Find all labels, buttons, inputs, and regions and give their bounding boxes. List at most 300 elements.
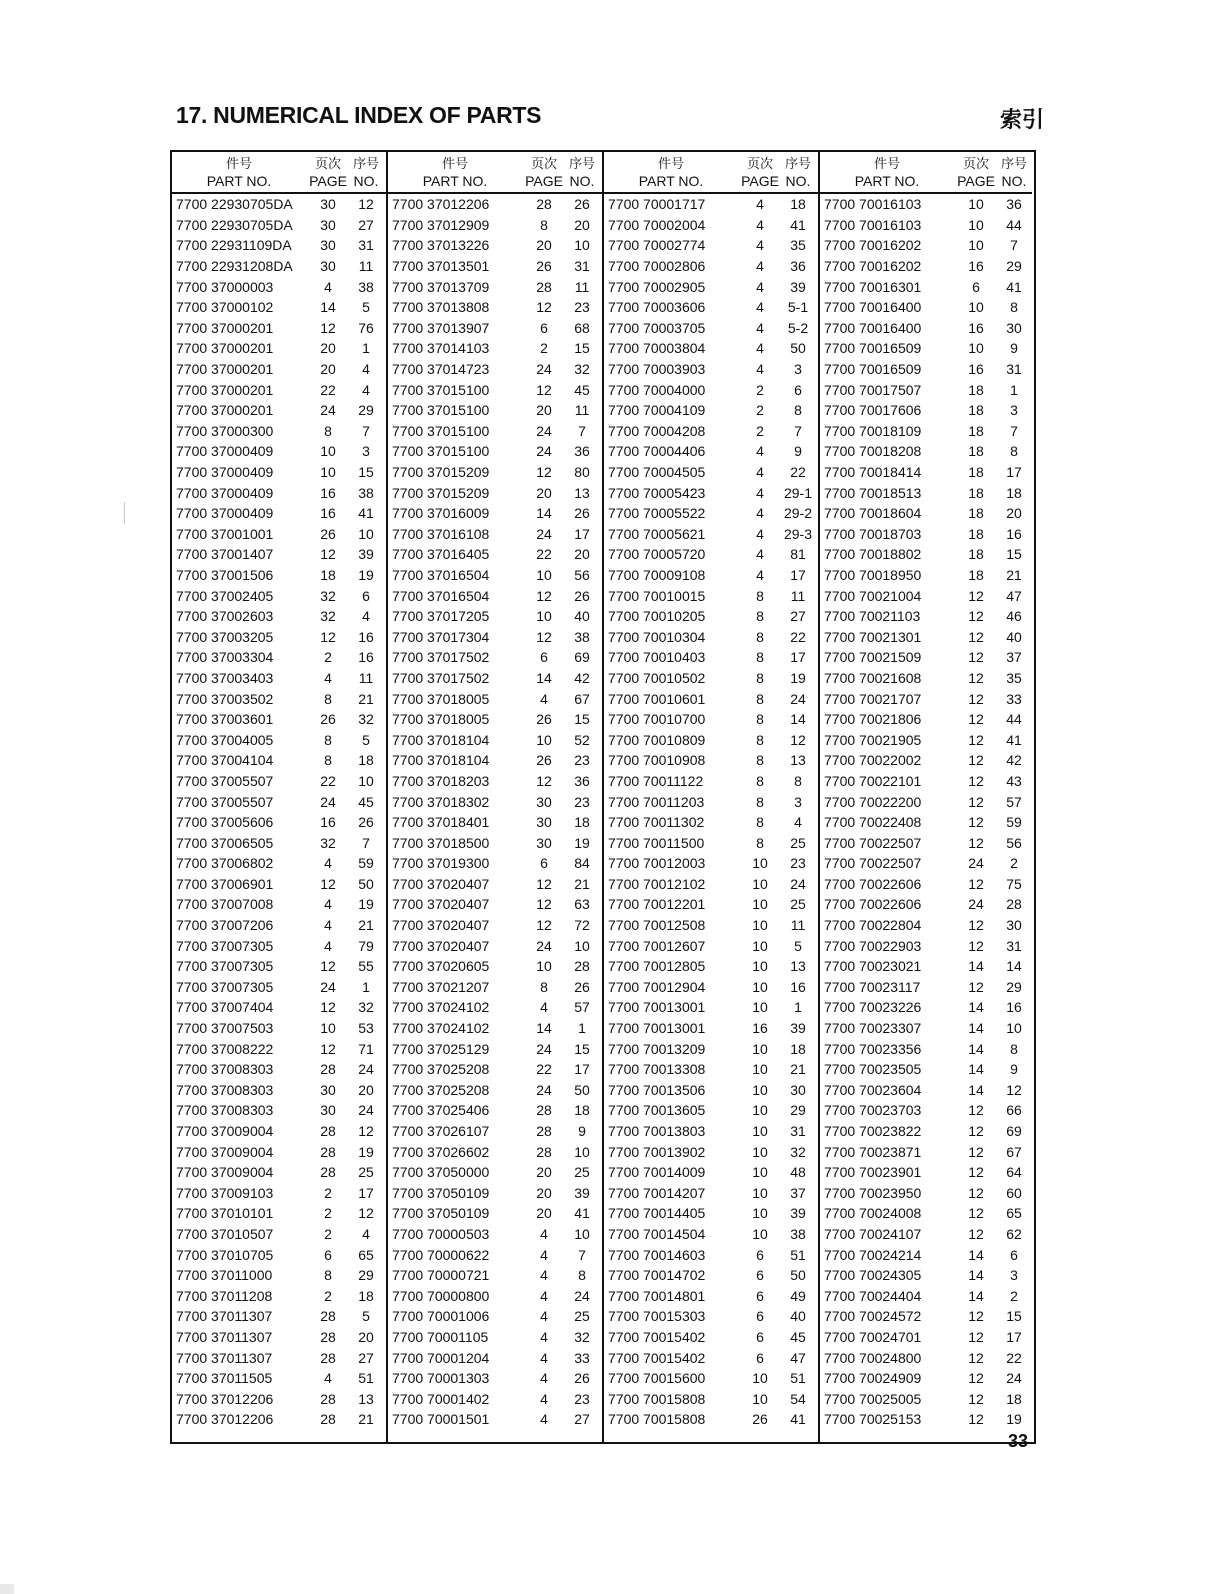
part-no-cell: 7700 70024305 — [824, 1267, 922, 1284]
page-cell: 4 — [756, 319, 764, 336]
table-row — [172, 235, 386, 256]
table-row — [604, 1121, 818, 1142]
item-no-cell: 42 — [1006, 752, 1022, 769]
item-no-cell: 17 — [1006, 464, 1022, 481]
page-cell: 14 — [968, 1081, 984, 1098]
table-row — [820, 1368, 1032, 1389]
item-no-cell: 50 — [790, 1267, 806, 1284]
index-rows — [820, 194, 1032, 1442]
table-row — [604, 1368, 818, 1389]
page-cell: 4 — [540, 1349, 548, 1366]
page-cell: 30 — [320, 1102, 336, 1119]
page-cell: 12 — [968, 752, 984, 769]
table-row — [172, 1306, 386, 1327]
item-no-cell: 20 — [574, 216, 590, 233]
table-row — [604, 688, 818, 709]
item-no-cell: 23 — [574, 1390, 590, 1407]
table-row — [172, 276, 386, 297]
part-no-cell: 7700 70017606 — [824, 402, 922, 419]
page-cell: 12 — [968, 1164, 984, 1181]
item-no-cell: 10 — [1006, 1020, 1022, 1037]
table-row — [820, 215, 1032, 236]
item-no-cell: 30 — [790, 1081, 806, 1098]
page-cell: 12 — [968, 814, 984, 831]
part-no-cell: 7700 70011302 — [608, 814, 705, 831]
part-no-header-label: PART NO. — [638, 173, 704, 189]
page-cell: 4 — [756, 546, 764, 563]
page-cell: 14 — [536, 669, 552, 686]
table-row — [820, 812, 1032, 833]
table-row — [172, 1285, 386, 1306]
table-row — [388, 1203, 602, 1224]
page-cell: 12 — [968, 1308, 984, 1325]
page-cell: 28 — [320, 1143, 336, 1160]
table-row — [604, 276, 818, 297]
item-no-cell: 4 — [794, 814, 802, 831]
page-cell: 4 — [324, 1370, 332, 1387]
part-no-cell: 7700 37012206 — [176, 1411, 274, 1428]
table-row — [388, 771, 602, 792]
table-row — [604, 421, 818, 442]
table-row — [388, 956, 602, 977]
part-no-cell: 7700 37013808 — [392, 299, 490, 316]
table-row — [820, 915, 1032, 936]
page-cell: 10 — [752, 1102, 768, 1119]
page-cell: 4 — [756, 566, 764, 583]
table-row — [172, 544, 386, 565]
part-no-cell: 7700 70005621 — [608, 525, 706, 542]
page-cell: 18 — [968, 505, 984, 522]
item-no-cell: 32 — [574, 361, 590, 378]
part-no-cell: 7700 37025208 — [392, 1061, 490, 1078]
part-no-cell: 7700 37050109 — [392, 1184, 490, 1201]
page-cell: 4 — [324, 669, 332, 686]
part-no-cell: 7700 70000622 — [392, 1246, 490, 1263]
part-no-cell: 7700 37005507 — [176, 793, 274, 810]
part-no-cell: 7700 70013209 — [608, 1040, 706, 1057]
table-row — [172, 215, 386, 236]
table-row — [820, 400, 1032, 421]
part-no-cell: 7700 37011307 — [176, 1308, 273, 1325]
part-no-cell: 7700 37025208 — [392, 1081, 490, 1098]
item-no-cell: 56 — [574, 566, 590, 583]
table-row — [604, 935, 818, 956]
table-row — [604, 400, 818, 421]
page-cell: 6 — [324, 1246, 332, 1263]
part-no-header — [604, 152, 738, 192]
page-cell: 12 — [968, 1349, 984, 1366]
page-cell: 10 — [752, 1390, 768, 1407]
part-no-cell: 7700 70022200 — [824, 793, 922, 810]
part-no-cell: 7700 70025005 — [824, 1390, 922, 1407]
page-cell: 12 — [536, 628, 552, 645]
item-no-header-label: NO. — [569, 173, 595, 189]
part-no-cell: 7700 70023505 — [824, 1061, 922, 1078]
item-no-cell: 28 — [1006, 896, 1022, 913]
page-cell: 12 — [968, 834, 984, 851]
item-no-cell: 62 — [1006, 1225, 1022, 1242]
table-row — [388, 1121, 602, 1142]
part-no-cell: 7700 70014702 — [608, 1267, 706, 1284]
item-no-cell: 18 — [358, 752, 374, 769]
table-row — [820, 832, 1032, 853]
item-no-cell: 20 — [1006, 505, 1022, 522]
table-row — [172, 750, 386, 771]
table-row — [820, 338, 1032, 359]
page-cell: 8 — [540, 216, 548, 233]
item-no-cell: 21 — [358, 1411, 374, 1428]
item-no-cell: 7 — [578, 422, 586, 439]
part-no-cell: 7700 37020407 — [392, 937, 490, 954]
part-no-cell: 7700 70001303 — [392, 1370, 490, 1387]
table-row — [604, 1100, 818, 1121]
item-no-cell: 12 — [358, 1123, 374, 1140]
part-no-cell: 7700 70010700 — [608, 711, 706, 728]
item-no-cell: 57 — [1006, 793, 1022, 810]
item-no-cell: 51 — [790, 1370, 806, 1387]
part-no-cell: 7700 70022903 — [824, 937, 922, 954]
page-cell: 16 — [968, 258, 984, 275]
table-row — [820, 1347, 1032, 1368]
item-no-cell: 40 — [790, 1308, 806, 1325]
page-header-cjk: 页次 — [530, 157, 557, 172]
item-no-cell: 23 — [574, 752, 590, 769]
part-no-cell: 7700 37000300 — [176, 422, 274, 439]
item-no-cell: 29-3 — [783, 525, 813, 542]
part-no-cell: 7700 37018203 — [392, 772, 490, 789]
part-no-cell: 7700 37000409 — [176, 464, 274, 481]
item-no-header-label: NO. — [353, 173, 379, 189]
item-no-cell: 31 — [1006, 361, 1022, 378]
page-cell: 4 — [540, 1411, 548, 1428]
page-cell: 18 — [968, 402, 984, 419]
table-row — [604, 647, 818, 668]
item-no-cell: 8 — [578, 1267, 586, 1284]
page-header — [306, 152, 350, 192]
page-cell: 12 — [320, 958, 336, 975]
part-no-header — [172, 152, 306, 192]
table-row — [388, 1409, 602, 1430]
table-row — [388, 565, 602, 586]
item-no-cell: 40 — [1006, 628, 1022, 645]
part-no-cell: 7700 37003304 — [176, 649, 274, 666]
page-cell: 4 — [540, 1287, 548, 1304]
table-row — [604, 1409, 818, 1430]
table-row — [604, 318, 818, 339]
part-no-cell: 7700 37025406 — [392, 1102, 490, 1119]
item-no-cell: 17 — [790, 566, 806, 583]
page-cell: 12 — [320, 999, 336, 1016]
item-no-cell: 65 — [1006, 1205, 1022, 1222]
item-no-cell: 29 — [1006, 978, 1022, 995]
item-no-cell: 1 — [362, 978, 370, 995]
table-row — [820, 1183, 1032, 1204]
item-no-cell: 44 — [1006, 216, 1022, 233]
table-row — [172, 503, 386, 524]
table-row — [172, 606, 386, 627]
part-no-cell: 7700 70018513 — [824, 484, 922, 501]
page-cell: 4 — [324, 937, 332, 954]
page-title-cjk: 索引 — [1000, 108, 1045, 133]
item-no-cell: 69 — [1006, 1123, 1022, 1140]
page-cell: 12 — [968, 649, 984, 666]
part-no-cell: 7700 70010304 — [608, 628, 706, 645]
table-row — [820, 1224, 1032, 1245]
part-no-cell: 7700 70016202 — [824, 237, 922, 254]
page-cell: 4 — [756, 196, 764, 213]
table-row — [820, 1018, 1032, 1039]
table-row — [820, 1100, 1032, 1121]
table-row — [604, 874, 818, 895]
page-cell: 12 — [320, 319, 336, 336]
page-cell: 12 — [536, 772, 552, 789]
table-row — [604, 1388, 818, 1409]
part-no-cell: 7700 70003804 — [608, 340, 706, 357]
page-cell: 2 — [756, 422, 764, 439]
table-row — [820, 503, 1032, 524]
table-row — [604, 235, 818, 256]
part-no-cell: 7700 70018802 — [824, 546, 922, 563]
page-cell: 8 — [756, 649, 764, 666]
item-no-cell: 39 — [790, 1205, 806, 1222]
table-row — [388, 1018, 602, 1039]
table-row — [388, 997, 602, 1018]
item-no-cell: 41 — [790, 1411, 806, 1428]
item-no-cell: 68 — [574, 319, 590, 336]
part-no-cell: 7700 37050000 — [392, 1164, 490, 1181]
page-cell: 30 — [536, 793, 552, 810]
part-no-cell: 7700 37015100 — [392, 381, 490, 398]
page-cell: 8 — [756, 731, 764, 748]
part-no-cell: 7700 37007404 — [176, 999, 274, 1016]
page-cell: 26 — [536, 258, 552, 275]
page-cell: 18 — [968, 422, 984, 439]
part-no-cell: 7700 37016504 — [392, 566, 490, 583]
table-row — [820, 297, 1032, 318]
page-cell: 10 — [752, 937, 768, 954]
item-no-cell: 24 — [790, 875, 806, 892]
table-row — [820, 626, 1032, 647]
table-row — [388, 194, 602, 215]
item-no-cell: 32 — [358, 711, 374, 728]
page-cell: 6 — [540, 855, 548, 872]
part-no-cell: 7700 70004000 — [608, 381, 706, 398]
item-no-cell: 41 — [1006, 731, 1022, 748]
page-cell: 8 — [324, 690, 332, 707]
page-cell: 12 — [968, 731, 984, 748]
table-row — [388, 915, 602, 936]
table-row — [172, 338, 386, 359]
page-cell: 16 — [320, 505, 336, 522]
part-no-cell: 7700 37000201 — [176, 319, 274, 336]
table-row — [172, 915, 386, 936]
item-no-cell: 9 — [794, 443, 802, 460]
page-cell: 14 — [968, 1040, 984, 1057]
table-row — [820, 462, 1032, 483]
page-cell: 30 — [320, 196, 336, 213]
table-row — [172, 194, 386, 215]
table-row — [172, 585, 386, 606]
page-cell: 12 — [320, 875, 336, 892]
part-no-cell: 7700 70018109 — [824, 422, 922, 439]
table-row — [172, 524, 386, 545]
page-cell: 10 — [752, 958, 768, 975]
part-no-cell: 7700 70010908 — [608, 752, 706, 769]
item-no-cell: 17 — [574, 1061, 590, 1078]
part-no-cell: 7700 70014801 — [608, 1287, 706, 1304]
part-no-cell: 7700 70013308 — [608, 1061, 706, 1078]
item-no-cell: 9 — [1010, 340, 1018, 357]
page-cell: 30 — [536, 814, 552, 831]
item-no-cell: 16 — [358, 628, 374, 645]
item-no-cell: 57 — [574, 999, 590, 1016]
table-row — [172, 791, 386, 812]
page-cell: 28 — [320, 1349, 336, 1366]
item-no-cell: 10 — [358, 772, 374, 789]
table-row — [820, 1265, 1032, 1286]
item-no-cell: 19 — [358, 566, 374, 583]
table-row — [172, 997, 386, 1018]
part-no-cell: 7700 37050109 — [392, 1205, 490, 1222]
part-no-cell: 7700 70015600 — [608, 1370, 706, 1387]
part-no-cell: 7700 70016202 — [824, 258, 922, 275]
part-no-cell: 7700 37006802 — [176, 855, 274, 872]
item-no-cell: 8 — [794, 772, 802, 789]
table-row — [604, 565, 818, 586]
item-no-cell: 32 — [790, 1143, 806, 1160]
item-no-cell: 21 — [574, 875, 590, 892]
page-cell: 8 — [324, 731, 332, 748]
item-no-cell: 17 — [574, 525, 590, 542]
part-no-cell: 7700 70003606 — [608, 299, 706, 316]
item-no-cell: 7 — [362, 422, 370, 439]
item-no-cell: 60 — [1006, 1184, 1022, 1201]
table-row — [172, 1162, 386, 1183]
part-no-cell: 7700 37018401 — [392, 814, 490, 831]
table-row — [172, 1141, 386, 1162]
table-row — [388, 1244, 602, 1265]
part-no-cell: 7700 37011505 — [176, 1370, 273, 1387]
table-row — [172, 421, 386, 442]
page-cell: 28 — [536, 196, 552, 213]
table-row — [172, 894, 386, 915]
item-no-cell: 27 — [358, 216, 374, 233]
page-cell: 2 — [324, 649, 332, 666]
page-cell: 28 — [536, 278, 552, 295]
page-cell: 4 — [540, 1267, 548, 1284]
item-no-cell: 36 — [574, 772, 590, 789]
item-no-cell: 7 — [794, 422, 802, 439]
part-no-cell: 7700 70012508 — [608, 917, 706, 934]
item-no-cell: 21 — [358, 690, 374, 707]
item-no-cell: 52 — [574, 731, 590, 748]
part-no-cell: 7700 37000102 — [176, 299, 274, 316]
part-no-cell: 7700 70022606 — [824, 875, 922, 892]
part-no-cell: 7700 70023950 — [824, 1184, 922, 1201]
table-row — [820, 194, 1032, 215]
part-no-cell: 7700 70014207 — [608, 1184, 706, 1201]
part-no-cell: 7700 37000409 — [176, 505, 274, 522]
part-no-cell: 7700 70014405 — [608, 1205, 706, 1222]
page-cell: 6 — [756, 1246, 764, 1263]
page-cell: 10 — [536, 608, 552, 625]
part-no-cell: 7700 37010507 — [176, 1225, 274, 1242]
item-no-cell: 49 — [790, 1287, 806, 1304]
part-no-cell: 7700 70005423 — [608, 484, 706, 501]
page-cell: 28 — [536, 1123, 552, 1140]
table-row — [172, 1121, 386, 1142]
part-no-cell: 7700 22930705DA — [176, 216, 293, 233]
item-no-cell: 67 — [574, 690, 590, 707]
item-no-cell: 24 — [790, 690, 806, 707]
part-no-cell: 7700 70024404 — [824, 1287, 922, 1304]
item-no-cell: 44 — [1006, 711, 1022, 728]
table-row — [604, 1162, 818, 1183]
page-header-label: PAGE — [957, 173, 995, 189]
item-no-cell: 5 — [362, 1308, 370, 1325]
item-no-cell: 20 — [574, 546, 590, 563]
part-no-cell: 7700 70023901 — [824, 1164, 922, 1181]
page-cell: 12 — [536, 381, 552, 398]
item-no-cell: 39 — [790, 1020, 806, 1037]
part-no-cell: 7700 70023604 — [824, 1081, 922, 1098]
item-no-cell: 53 — [358, 1020, 374, 1037]
item-no-cell: 22 — [790, 628, 806, 645]
page-cell: 16 — [968, 361, 984, 378]
item-no-cell: 15 — [574, 1040, 590, 1057]
page-cell: 12 — [968, 1225, 984, 1242]
table-row — [172, 297, 386, 318]
item-no-header-cjk: 序号 — [784, 157, 811, 172]
index-rows — [388, 194, 602, 1442]
page-cell: 10 — [536, 958, 552, 975]
item-no-cell: 42 — [574, 669, 590, 686]
part-no-cell: 7700 37005507 — [176, 772, 274, 789]
item-no-cell: 29-1 — [783, 484, 813, 501]
item-no-cell: 7 — [362, 834, 370, 851]
part-no-cell: 7700 70014603 — [608, 1246, 706, 1263]
part-no-cell: 7700 37013709 — [392, 278, 490, 295]
table-row — [388, 215, 602, 236]
page-cell: 12 — [968, 1123, 984, 1140]
part-no-cell: 7700 70013902 — [608, 1143, 706, 1160]
item-no-cell: 14 — [1006, 958, 1022, 975]
table-row — [172, 1265, 386, 1286]
part-no-cell: 7700 37000201 — [176, 402, 274, 419]
part-no-header-cjk: 件号 — [225, 157, 252, 172]
item-no-cell: 3 — [794, 793, 802, 810]
table-row — [388, 338, 602, 359]
item-no-cell: 21 — [790, 1061, 806, 1078]
table-row — [388, 1265, 602, 1286]
page-cell: 24 — [536, 1040, 552, 1057]
page-cell: 10 — [320, 464, 336, 481]
table-row — [388, 647, 602, 668]
part-no-cell: 7700 70018950 — [824, 566, 922, 583]
page-cell: 4 — [540, 690, 548, 707]
table-row — [604, 626, 818, 647]
part-no-cell: 7700 70011500 — [608, 834, 705, 851]
part-no-cell: 7700 22930705DA — [176, 196, 293, 213]
part-no-cell: 7700 70024800 — [824, 1349, 922, 1366]
part-no-cell: 7700 37005606 — [176, 814, 274, 831]
page-cell: 14 — [320, 299, 336, 316]
part-no-cell: 7700 70023871 — [824, 1143, 922, 1160]
table-row — [172, 318, 386, 339]
item-no-cell: 5 — [362, 299, 370, 316]
table-row — [820, 977, 1032, 998]
part-no-cell: 7700 37011208 — [176, 1287, 273, 1304]
